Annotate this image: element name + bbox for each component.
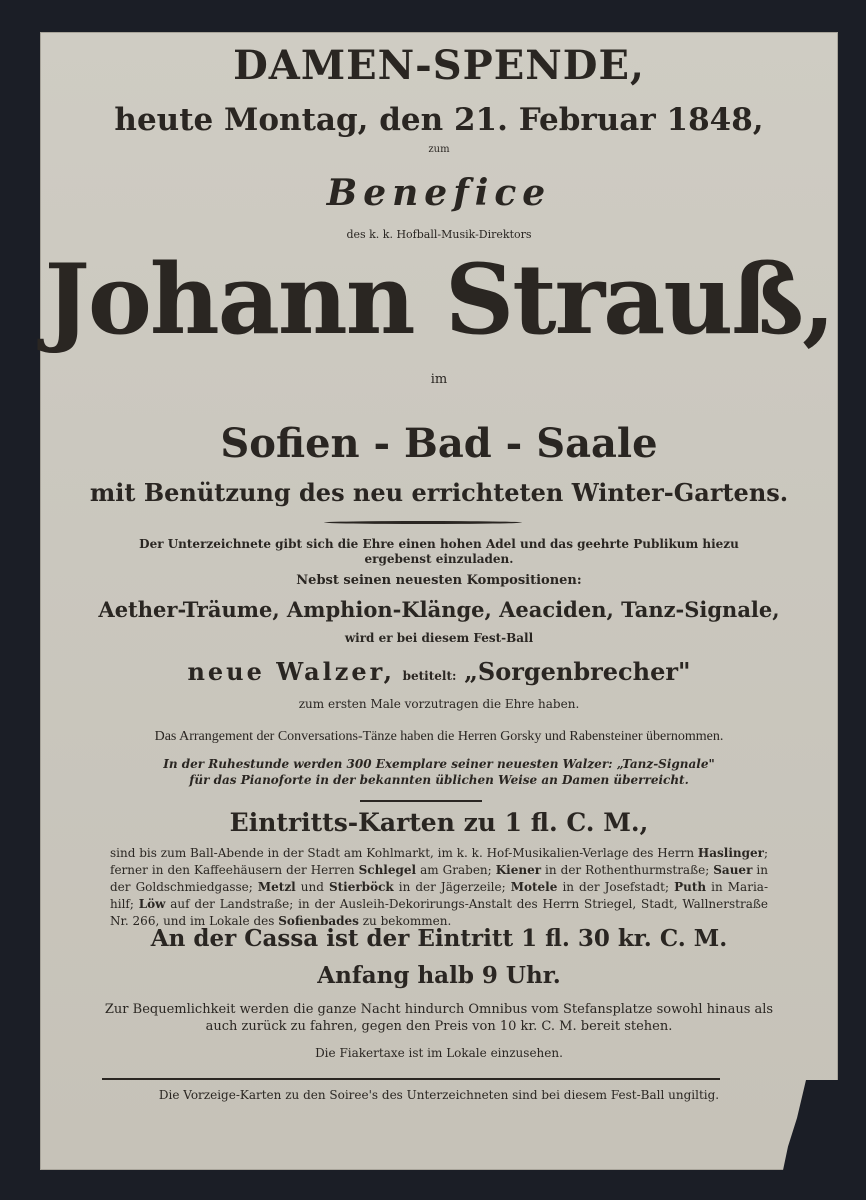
poster-sheet	[40, 32, 838, 1170]
divider-line-1	[360, 800, 482, 802]
compositions-intro: Nebst seinen neuesten Kompositionen:	[296, 573, 582, 588]
benefice-heading: Benefice	[326, 172, 552, 214]
waltz-title: „Sorgenbrecher"	[464, 657, 691, 686]
im-text: im	[430, 372, 448, 387]
ruhestunde-line-2: für das Pianoforte in der bekannten üblichen Weise an Damen überreicht.	[189, 773, 689, 787]
new-waltz-line	[40, 657, 838, 686]
compositions-list: Aether-Träume, Amphion-Klänge, Aeaciden, Tanz-Signale,	[98, 597, 780, 622]
date-line: heute Montag, den 21. Februar 1848,	[114, 102, 764, 138]
invitation-line-2: ergebenst einzuladen.	[364, 552, 514, 566]
ruhestunde-line-1: In der Ruhestunde werden 300 Exemplare seiner neuesten Walzer: „Tanz-Signale"	[163, 757, 715, 771]
footer-note: Die Vorzeige-Karten zu den Soiree's des Unterzeichneten sind bei diesem Fest-Ball ungiltig.	[158, 1088, 720, 1102]
fiaker-line: Die Fiakertaxe ist im Lokale einzusehen.	[315, 1046, 563, 1060]
start-time: Anfang halb 9 Uhr.	[317, 962, 561, 989]
ticket-vendors: sind bis zum Ball-Abende in der Stadt am Kohlmarkt, im k. k. Hof-Musikalien-Verlage des Herrn Haslinger; ferner in den Kaffeehäusern der Herren Schlegel am Graben; Kiener in der Rothenthurmstraße; Sauer in der Goldschmiedgasse; Metzl und Stierböck in der Jägerzeile; Motele in der Josefstadt; Puth in Maria-hilf; Löw auf der Landstraße; in der Ausleih-Dekorirungs-Anstalt des Herrn Striegel, Stadt, Wallnerstraße Nr. 266, und im Lokale des Sofienbades zu bekommen.	[110, 846, 768, 928]
composer-name: Johann Strauß,	[44, 243, 834, 356]
venue-name: Sofien - Bad - Saale	[220, 420, 658, 467]
poster-title: DAMEN-SPENDE,	[233, 42, 645, 89]
footer-rule	[102, 1078, 720, 1080]
divider-ornament	[324, 521, 522, 524]
fest-ball-line: wird er bei diesem Fest-Ball	[344, 631, 534, 645]
director-title: des k. k. Hofball-Musik-Direktors	[346, 228, 532, 241]
cassa-price: An der Cassa ist der Eintritt 1 fl. 30 kr. C. M.	[150, 925, 728, 952]
betitelt: betitelt:	[402, 669, 457, 683]
ticket-price: Eintritts-Karten zu 1 fl. C. M.,	[229, 808, 649, 837]
omnibus-line-2: auch zurück zu fahren, gegen den Preis von 10 kr. C. M. bereit stehen.	[205, 1019, 673, 1034]
neue-walzer: neue Walzer,	[187, 657, 395, 686]
invitation-line-1: Der Unterzeichnete gibt sich die Ehre einen hohen Adel und das geehrte Publikum hiezu	[139, 537, 739, 551]
zum-text: zum	[428, 144, 450, 155]
venue-subtitle: mit Benützung des neu errichteten Winter-Gartens.	[89, 478, 789, 507]
omnibus-line-1: Zur Bequemlichkeit werden die ganze Nacht hindurch Omnibus vom Stefansplatze sowohl hinaus als	[104, 1002, 774, 1017]
arrangement-line: Das Arrangement der Conversations-Tänze haben die Herren Gorsky und Rabensteiner übernommen.	[154, 729, 724, 744]
first-time-line: zum ersten Male vorzutragen die Ehre haben.	[298, 697, 580, 711]
